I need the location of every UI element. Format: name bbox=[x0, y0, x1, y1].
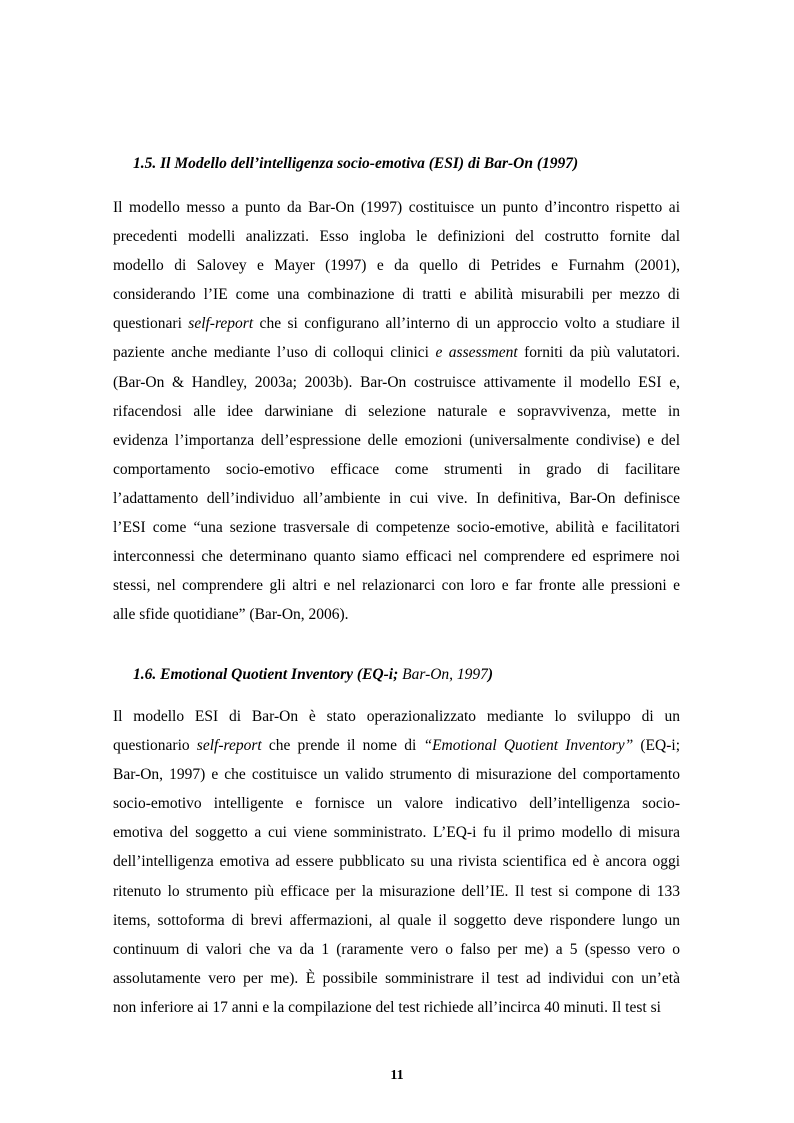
text-line bbox=[113, 222, 680, 251]
section-heading-1-6 bbox=[133, 666, 493, 684]
text-line bbox=[113, 251, 680, 280]
text-run: comportamento socio-emotivo efficace come strumenti in grado di facilitare bbox=[113, 460, 680, 478]
text-run: modello di Salovey e Mayer (1997) e da quello di Petrides e Furnahm (2001), bbox=[113, 257, 680, 275]
text-run: assolutamente vero per me). È possibile somministrare il test ad individui con un’età bbox=[113, 969, 680, 987]
text-run: ritenuto lo strumento più efficace per la misurazione dell’IE. Il test si compone di 133 bbox=[113, 882, 680, 900]
section-heading-1-5 bbox=[133, 155, 578, 173]
text-line bbox=[113, 935, 680, 964]
text-line bbox=[113, 426, 680, 455]
page-number: 11 bbox=[390, 1068, 404, 1083]
text-run: Bar-On, 1997) e che costituisce un valido strumento di misurazione del comportamento bbox=[113, 766, 680, 784]
text-line bbox=[113, 964, 680, 993]
text-run: che si configurano all’interno di un approccio volto a studiare il bbox=[253, 315, 680, 333]
section-heading-1-6-citation: Bar-On, 1997 bbox=[402, 666, 488, 683]
text-line bbox=[113, 513, 680, 542]
text-run: emotiva del soggetto a cui viene somministrato. L’EQ-i fu il primo modello di misura bbox=[113, 824, 680, 842]
text-run: non inferiore ai 17 anni e la compilazione del test richiede all’incirca 40 minuti. Il test si bbox=[113, 998, 661, 1016]
text-run: forniti da più valutatori. bbox=[517, 344, 680, 362]
text-line bbox=[113, 397, 680, 426]
text-run: considerando l’IE come una combinazione di tratti e abilità misurabili per mezzo di bbox=[113, 286, 680, 304]
text-run: paziente anche mediante l’uso di colloqui clinici bbox=[113, 344, 436, 362]
section-heading-1-6-close: ) bbox=[487, 666, 494, 683]
text-run: (Bar-On & Handley, 2003a; 2003b). Bar-On costruisce attivamente il modello ESI e, bbox=[113, 373, 680, 391]
text-run: che prende il nome di bbox=[261, 737, 424, 755]
text-line bbox=[113, 847, 680, 876]
text-line bbox=[113, 877, 680, 906]
text-run: questionari bbox=[113, 315, 189, 333]
text-line bbox=[113, 789, 680, 818]
text-run: alle sfide quotidiane” (Bar-On, 2006). bbox=[113, 606, 349, 624]
italic-text: self-report bbox=[196, 737, 262, 755]
section-1-6-paragraph bbox=[113, 702, 680, 1022]
text-line bbox=[113, 280, 680, 309]
text-run: evidenza l’importanza dell’espressione delle emozioni (universalmente condivise) e del bbox=[113, 431, 680, 449]
text-run: l’ESI come “una sezione trasversale di competenze socio-emotive, abilità e facilitatori bbox=[113, 519, 680, 537]
italic-text: “Emotional Quotient Inventory” bbox=[423, 737, 634, 755]
text-line bbox=[113, 571, 680, 600]
text-line bbox=[113, 600, 680, 629]
text-line bbox=[113, 309, 680, 338]
text-line bbox=[113, 760, 680, 789]
text-run: items, sottoforma di brevi affermazioni, al quale il soggetto deve rispondere lungo un bbox=[113, 911, 680, 929]
text-line bbox=[113, 993, 680, 1022]
text-run: precedenti modelli analizzati. Esso ingloba le definizioni del costrutto fornite dal bbox=[113, 228, 680, 246]
text-line bbox=[113, 731, 680, 760]
text-run: questionario bbox=[113, 737, 197, 755]
text-line bbox=[113, 542, 680, 571]
italic-text: e assessment bbox=[435, 344, 518, 362]
section-heading-1-5-text: 1.5. Il Modello dell’intelligenza socio-emotiva (ESI) di Bar-On (1997) bbox=[133, 155, 579, 172]
text-run: interconnessi che determinano quanto siamo efficaci nel comprendere ed esprimere noi bbox=[113, 548, 680, 566]
text-run: (EQ-i; bbox=[633, 737, 680, 755]
text-line bbox=[113, 368, 680, 397]
text-run: socio-emotivo intelligente e fornisce un valore indicativo dell’intelligenza socio- bbox=[113, 795, 680, 813]
text-line bbox=[113, 906, 680, 935]
text-line bbox=[113, 702, 680, 731]
text-run: dell’intelligenza emotiva ad essere pubblicato su una rivista scientifica ed è ancora oggi bbox=[113, 853, 680, 871]
section-heading-1-6-bold: 1.6. Emotional Quotient Inventory (EQ-i; bbox=[133, 666, 403, 683]
text-run: stessi, nel comprendere gli altri e nel relazionarci con loro e far fronte alle pressioni e bbox=[113, 577, 680, 595]
text-line bbox=[113, 818, 680, 847]
text-run: Il modello messo a punto da Bar-On (1997) costituisce un punto d’incontro rispetto ai bbox=[113, 199, 680, 216]
text-run: Il modello ESI di Bar-On è stato operazionalizzato mediante lo sviluppo di un bbox=[113, 708, 680, 725]
text-run: rifacendosi alle idee darwiniane di selezione naturale e sopravvivenza, mette in bbox=[113, 402, 680, 420]
text-run: l’adattamento dell’individuo all’ambiente in cui vive. In definitiva, Bar-On definisce bbox=[113, 489, 680, 507]
text-line bbox=[113, 193, 680, 222]
text-run: continuum di valori che va da 1 (raramente vero o falso per me) a 5 (spesso vero o bbox=[113, 940, 680, 958]
text-line bbox=[113, 455, 680, 484]
italic-text: self-report bbox=[188, 315, 254, 333]
text-line bbox=[113, 338, 680, 367]
section-1-5-paragraph bbox=[113, 193, 680, 629]
text-line bbox=[113, 484, 680, 513]
